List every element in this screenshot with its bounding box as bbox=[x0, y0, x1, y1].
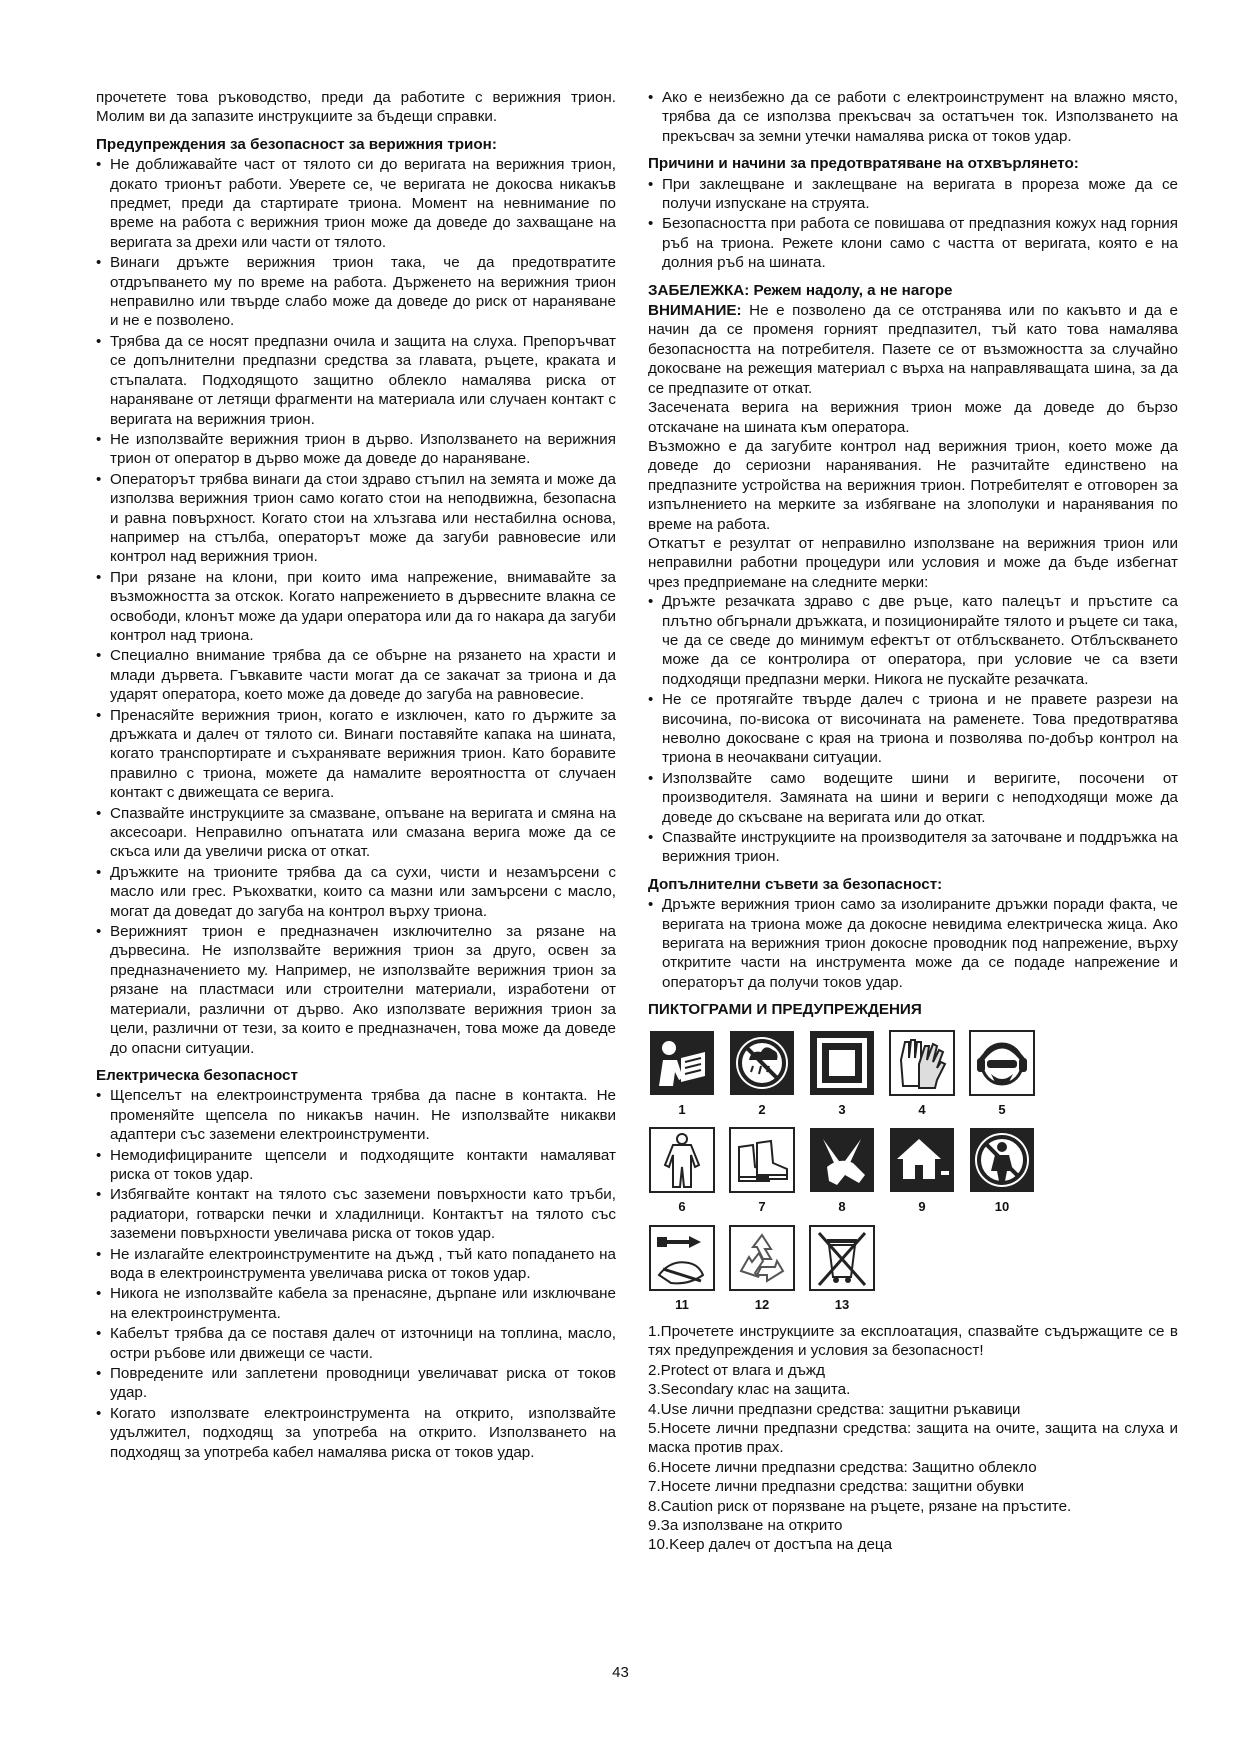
protective-clothing-icon bbox=[649, 1127, 715, 1193]
pictogram-number: 1 bbox=[678, 1101, 686, 1117]
unplug-before-maintenance-icon bbox=[649, 1225, 715, 1291]
kickback-heading: Причини и начини за предотвратяване на отхвърлянето: bbox=[648, 155, 1079, 173]
no-rain-icon bbox=[729, 1030, 795, 1096]
pictogram-12 bbox=[728, 1225, 796, 1314]
list-item: • Повредените или заплетени проводници увеличават риска от токов удар. bbox=[96, 1364, 616, 1403]
kickback-list bbox=[648, 175, 1178, 273]
pictogram-number: 2 bbox=[758, 1101, 766, 1117]
right-column bbox=[648, 88, 1178, 1555]
gloves-icon bbox=[889, 1030, 955, 1096]
page-number: 43 bbox=[612, 1664, 629, 1681]
pictogram-grid bbox=[648, 1030, 1178, 1314]
list-item: • Не използвайте верижния трион в дърво. Използването на верижния трион от оператор в дърво може да доведе до нараняване. bbox=[96, 430, 616, 469]
list-item: • Кабелът трябва да се поставя далеч от източници на топлина, масло, остри ръбове или движещи се части. bbox=[96, 1324, 616, 1363]
pictogram-7 bbox=[728, 1127, 796, 1216]
read-manual-icon bbox=[649, 1030, 715, 1096]
legend-item: 7.Носете лични предпазни средства: защитни обувки bbox=[648, 1478, 1025, 1496]
head-protection-icon bbox=[969, 1030, 1035, 1096]
legend-item: 2.Protect от влага и дъжд bbox=[648, 1361, 825, 1379]
attention-text: Не е позволено да се отстранява или по какъвто и да е начин да се променя горният предпазител, тъй като това намалява безопасността на потребителя. Пазете се от възможността за случайно докосване на режещия материал с върха на направляващата шина, за да се предпазите от откат. bbox=[648, 302, 1178, 397]
list-item: • Операторът трябва винаги да стои здраво стъпил на земята и може да използва верижния трион само когато стои на неподвижна, безопасна и равна повърхност. Когато стои на хлъзгава или нестабилна основа, например на стълба, операторът може да загуби равновесие или контрол над верижния трион. bbox=[96, 470, 616, 567]
pictograms-heading: ПИКТОГРАМИ И ПРЕДУПРЕЖДЕНИЯ bbox=[648, 1001, 922, 1019]
safety-boots-icon bbox=[729, 1127, 795, 1193]
legend-item: 10.Keep далеч от достъпа на деца bbox=[648, 1536, 893, 1554]
saw-safety-heading: Предупреждения за безопасност за верижния трион: bbox=[96, 135, 497, 153]
list-item: • Не се протягайте твърде далеч с триона и не правете разрези на височина, по-висока от височината на раменете. Това предотвратява неволно докосване с края на триона и позволява по-добър контрол на триона в неочаквани ситуации. bbox=[648, 690, 1178, 768]
pictogram-number: 11 bbox=[675, 1296, 689, 1312]
attention-paragraph bbox=[648, 301, 1178, 398]
legend-item: 6.Носете лични предпазни средства: Защитно облекло bbox=[648, 1458, 1037, 1476]
pictogram-number: 12 bbox=[754, 1296, 770, 1312]
legend-item: 4.Use лични предпазни средства: защитни ръкавици bbox=[648, 1400, 1021, 1418]
pictogram-row bbox=[648, 1225, 1178, 1314]
list-item: • Верижният трион е предназначен изключително за рязане на дървесина. Не използвайте верижния трион за друго, освен за предназначението му. Например, не използвайте верижния трион за рязане на пластмаси или строителни материали, изработени от материали, различни от дърво. Ако използвате верижния трион за цели, различни от тези, за които е предназначен, това може да доведе до опасни ситуации. bbox=[96, 922, 616, 1058]
electrical-safety-heading: Електрическа безопасност bbox=[96, 1066, 298, 1084]
list-item: • Ако е неизбежно да се работи с електроинструмент на влажно място, трябва да се използва прекъсвач за остатъчен ток. Използването на прекъсвач за земни утечки намалява риска от токов удар. bbox=[648, 88, 1178, 146]
pictogram-9 bbox=[888, 1127, 956, 1216]
list-item: • Трябва да се носят предпазни очила и защита на слуха. Препоръчват се допълнителни предпазни средства за главата, ръцете, краката и стъпалата. Подходящото защитно облекло намалява риска от нараняване от летящи фрагменти на материала или случаен контакт с веригата на верижния трион. bbox=[96, 332, 616, 429]
note-heading: ЗАБЕЛЕЖКА: Режем надолу, а не нагоре bbox=[648, 281, 953, 299]
pictogram-3 bbox=[808, 1030, 876, 1119]
list-item: • Когато използвате електроинструмента на открито, използвайте удължител, подходящ за употреба на открито. Използването на подходящ за употреба кабел намалява риска от токов удар. bbox=[96, 1404, 616, 1462]
list-item: • Дръжте резачката здраво с две ръце, като палецът и пръстите са плътно обгърнали дръжката, и позиционирайте тялото и ръцете си така, че да се сведе до минимум ефектът от отблъскването. Отблъскването може да се контролира от оператора, при условие че са взети подходящи предпазни мерки. Никога не пускайте резачката. bbox=[648, 592, 1178, 689]
list-item: • Спазвайте инструкциите на производителя за заточване и поддръжка на верижния трион. bbox=[648, 828, 1178, 867]
list-item: • Не излагайте електроинструментите на дъжд , тъй като попадането на вода в електроинструмента увеличава риска от токов удар. bbox=[96, 1245, 616, 1284]
pictogram-5 bbox=[968, 1030, 1036, 1119]
list-item: • Никога не използвайте кабела за пренасяне, дърпане или изключване на електроинструмента. bbox=[96, 1284, 616, 1323]
pictogram-row bbox=[648, 1127, 1178, 1216]
cut-hazard-icon bbox=[809, 1127, 875, 1193]
rcd-list bbox=[648, 88, 1178, 146]
list-item: • Безопасността при работа се повишава от предпазния кожух над горния ръб на триона. Режете клони само с частта от веригата, която е на долния ръб на шината. bbox=[648, 214, 1178, 272]
legend-item: 5.Носете лични предпазни средства: защита на очите, защита на слуха и маска против прах. bbox=[648, 1419, 1178, 1457]
weee-crossed-bin-icon bbox=[809, 1225, 875, 1291]
list-item: • Използвайте само водещите шини и веригите, посочени от производителя. Замяната на шини и вериги с неподходящи може да доведе до скъсване на веригата или до откат. bbox=[648, 769, 1178, 827]
left-column bbox=[96, 88, 616, 1463]
double-insulation-icon bbox=[809, 1030, 875, 1096]
list-item: • Не доближавайте част от тялото си до веригата на верижния трион, докато трионът работи. Уверете се, че веригата не докосва никакъв предмет, преди да стартирате триона. Момент на невнимание по време на работа с верижния трион може да доведе до захващане на веригата за дрехи или части от тялото. bbox=[96, 155, 616, 252]
list-item: • Немодифицираните щепсели и подходящите контакти намаляват риска от токов удар. bbox=[96, 1146, 616, 1185]
pictogram-number: 13 bbox=[834, 1296, 850, 1312]
pictogram-row bbox=[648, 1030, 1178, 1119]
legend-item: 1.Прочетете инструкциите за експлоатация, спазвайте съдържащите се в тях предупреждения и условия за безопасност! bbox=[648, 1322, 1178, 1360]
list-item: • При рязане на клони, при които има напрежение, внимавайте за възможността за отскок. Когато напрежението в дървесните влакна се освободи, клонът може да удари оператора или да го накара да загуби контрол над триона. bbox=[96, 568, 616, 646]
list-item: • Избягвайте контакт на тялото със заземени повърхности като тръби, радиатори, готварски печки и хладилници. Контактът на тялото със заземени повърхности увеличава риска от токов удар. bbox=[96, 1185, 616, 1243]
legend-item: 3.Secondary клас на защита. bbox=[648, 1381, 851, 1399]
pictogram-number: 6 bbox=[678, 1199, 686, 1215]
keep-children-away-icon bbox=[969, 1127, 1035, 1193]
pictogram-number: 10 bbox=[994, 1199, 1010, 1215]
list-item: • Дръжте верижния трион само за изолираните дръжки поради факта, че веригата на триона може да докосне невидима електрическа жица. Ако веригата на верижния трион докосне проводник под напрежение, върху откритите части на инструмента може да се подаде напрежение и операторът да получи токов удар. bbox=[648, 895, 1178, 992]
pictogram-2 bbox=[728, 1030, 796, 1119]
pictogram-number: 9 bbox=[918, 1199, 926, 1215]
pictogram-4 bbox=[888, 1030, 956, 1119]
list-item: • Дръжките на трионите трябва да са сухи, чисти и незамърсени с масло или грес. Ръкохватки, които са мазни или замърсени с масло, могат да доведат до загуба на контрол върху триона. bbox=[96, 863, 616, 921]
recycle-icon bbox=[729, 1225, 795, 1291]
paragraph: Откатът е резултат от неправилно използване на верижния трион или неправилни работни процедури или условия и може да бъде избегнат чрез предприемане на следните мерки: bbox=[648, 534, 1178, 591]
intro-paragraph: прочетете това ръководство, преди да работите с верижния трион. Молим ви да запазите инструкциите за бъдещи справки. bbox=[96, 89, 616, 126]
legend-item: 9.За използване на открито bbox=[648, 1516, 843, 1534]
pictogram-legend bbox=[648, 1322, 1178, 1555]
pictogram-10 bbox=[968, 1127, 1036, 1216]
pictogram-8 bbox=[808, 1127, 876, 1216]
list-item: • Щепселът на електроинструмента трябва да пасне в контакта. Не променяйте щепсела по никакъв начин. Не използвайте никакви адаптери със заземени електроинструменти. bbox=[96, 1086, 616, 1144]
paragraph: Възможно е да загубите контрол над верижния трион, което може да доведе до сериозни наранявания. Не разчитайте единствено на предпазните устройства на верижния трион. Потребителят е отговорен за изпълнението на мерките за избягване на злополуки и наранявания по време на работа. bbox=[648, 437, 1178, 533]
list-item: • Специално внимание трябва да се обърне на рязането на храсти и млади дървета. Гъвкавите части могат да се закачат за триона и да ударят оператора, което може да доведе до загуба на равновесие. bbox=[96, 646, 616, 704]
pictogram-13 bbox=[808, 1225, 876, 1314]
pictogram-number: 8 bbox=[838, 1199, 846, 1215]
legend-item: 8.Caution риск от порязване на ръцете, рязане на пръстите. bbox=[648, 1497, 1072, 1515]
attention-label: ВНИМАНИЕ: bbox=[648, 302, 742, 320]
saw-safety-list bbox=[96, 155, 616, 1058]
pictogram-number: 7 bbox=[758, 1199, 766, 1215]
pictogram-number: 4 bbox=[918, 1101, 926, 1117]
extra-safety-heading: Допълнителни съвети за безопасност: bbox=[648, 875, 943, 893]
extra-safety-list bbox=[648, 895, 1178, 992]
pictogram-number: 5 bbox=[998, 1101, 1006, 1117]
outdoor-use-icon bbox=[889, 1127, 955, 1193]
paragraph: Засечената верига на верижния трион може да доведе до бързо отскачане на шината към оператора. bbox=[648, 399, 1178, 436]
pictogram-number: 3 bbox=[838, 1101, 846, 1117]
kickback-measures-list bbox=[648, 592, 1178, 867]
list-item: • Пренасяйте верижния трион, когато е изключен, като го държите за дръжката и далеч от тялото си. Винаги поставяйте капака на шината, когато транспортирате и съхранявате верижния трион. Като боравите правилно с триона, можете да намалите вероятността от случаен контакт с движещата се верига. bbox=[96, 706, 616, 803]
list-item: • Спазвайте инструкциите за смазване, опъване на веригата и смяна на аксесоари. Неправилно опънатата или смазана верига може да се скъса или да увеличи риска от откат. bbox=[96, 804, 616, 862]
electrical-safety-list bbox=[96, 1086, 616, 1462]
pictogram-11 bbox=[648, 1225, 716, 1314]
list-item: • Винаги дръжте верижния трион така, че да предотвратите отдръпването му по време на работа. Държенето на верижния трион неправилно или твърде слабо може да доведе до риск от нараняване и не е позволено. bbox=[96, 253, 616, 331]
list-item: • При заклещване и заклещване на веригата в прореза може да се получи изпускане на струята. bbox=[648, 175, 1178, 214]
pictogram-1 bbox=[648, 1030, 716, 1119]
pictogram-6 bbox=[648, 1127, 716, 1216]
